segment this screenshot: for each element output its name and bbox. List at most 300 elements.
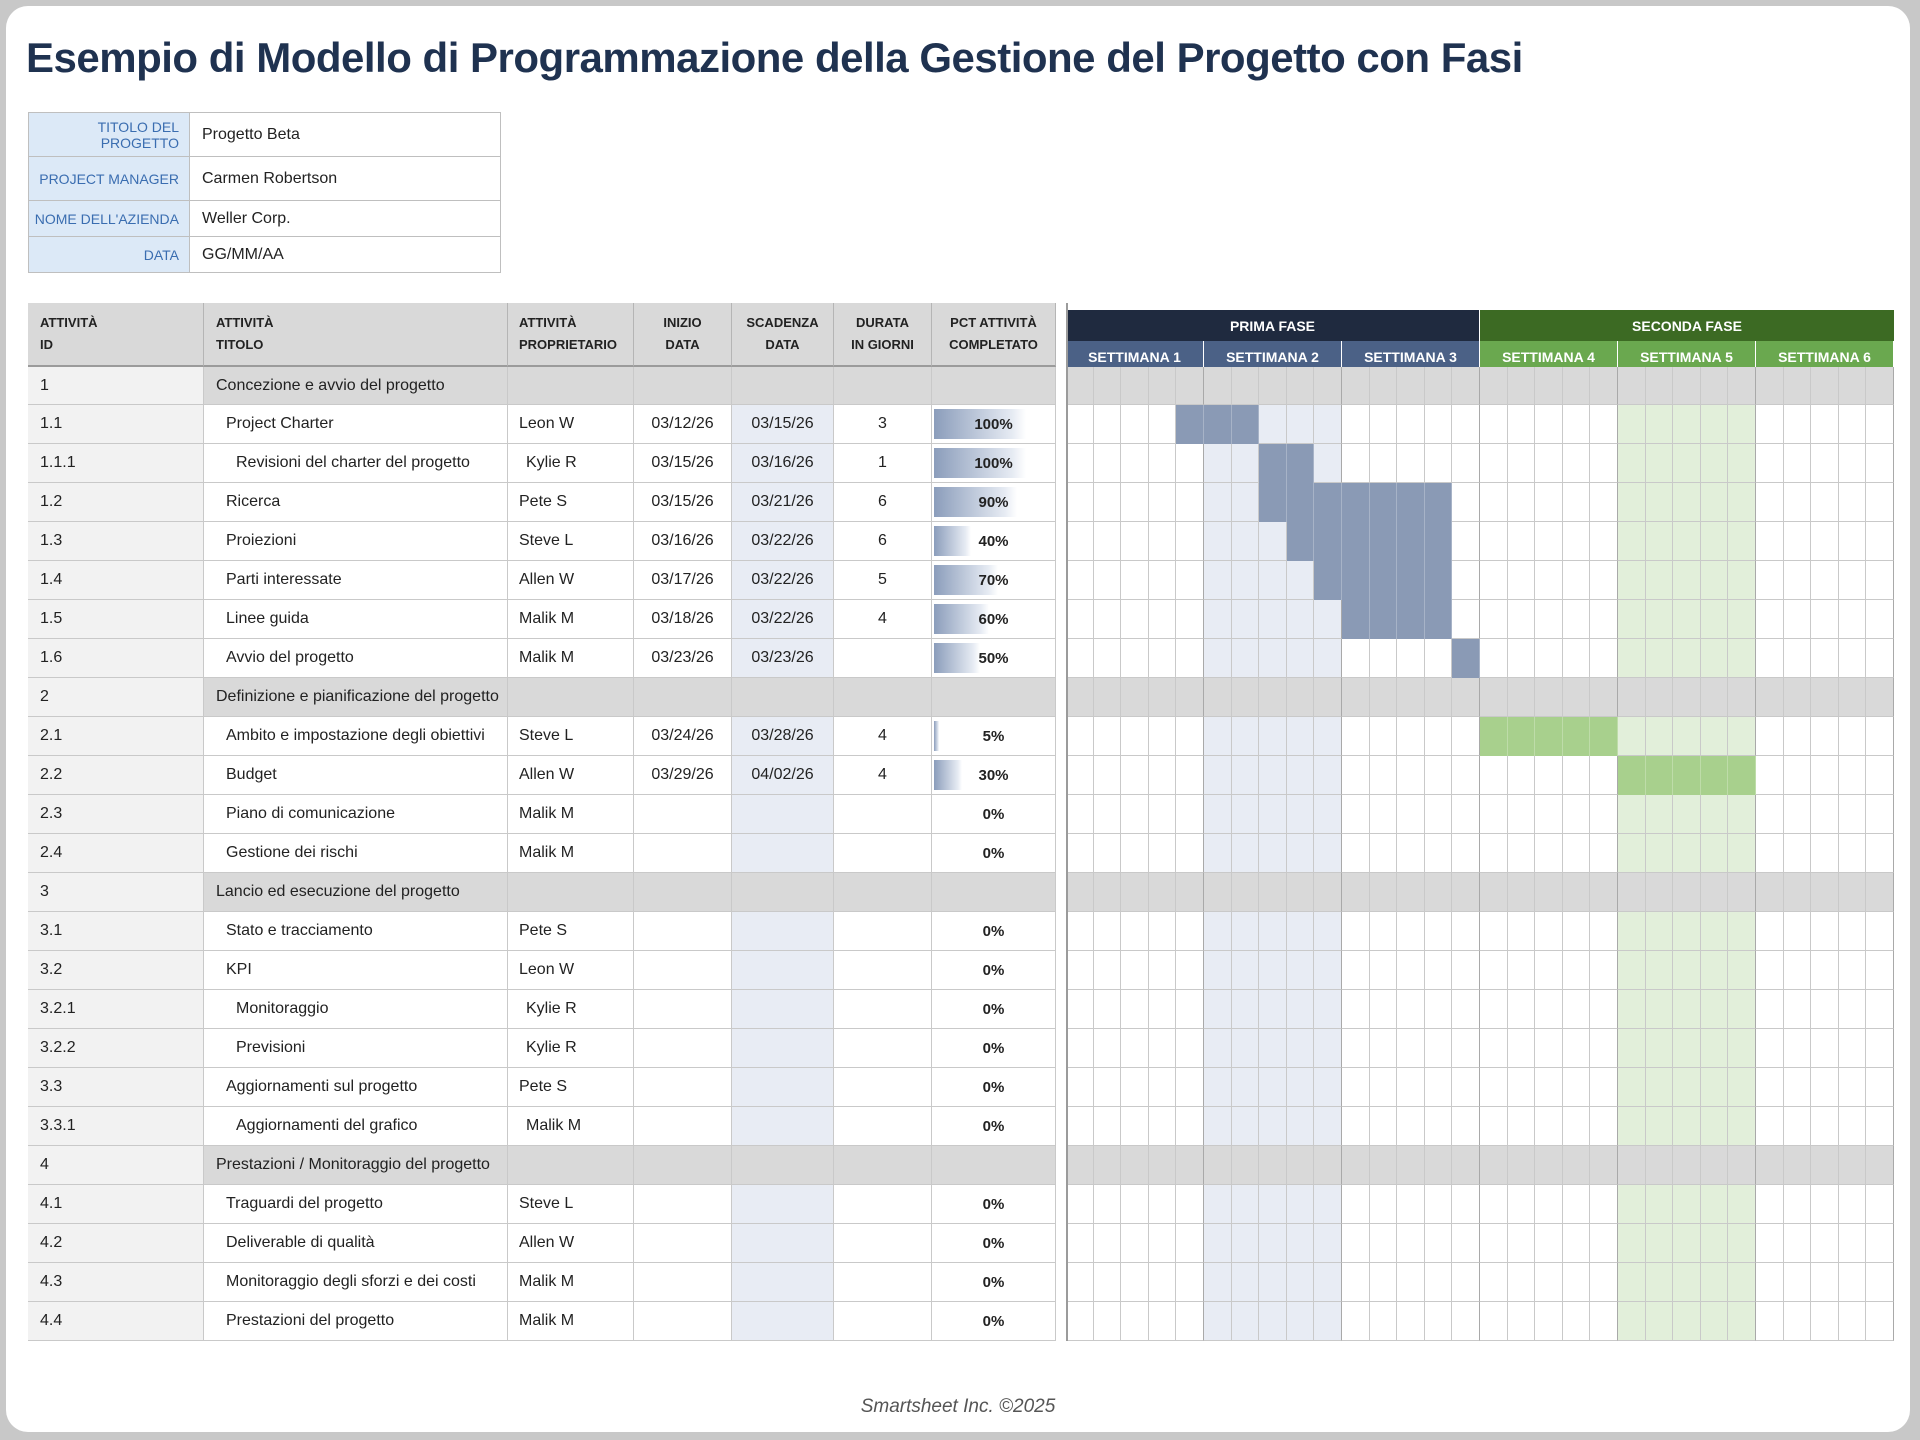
task-title[interactable]: Monitoraggio [204, 990, 508, 1029]
table-row[interactable] [28, 990, 1896, 1029]
task-id[interactable]: 2.2 [28, 756, 204, 795]
task-title[interactable]: Ricerca [204, 483, 508, 522]
task-title[interactable]: Prestazioni / Monitoraggio del progetto [204, 1146, 508, 1185]
gantt-day-cell [1866, 912, 1894, 951]
gantt-bar-segment[interactable] [1314, 483, 1342, 522]
task-pct-complete[interactable] [932, 600, 1056, 639]
gantt-bar-segment[interactable] [1204, 405, 1232, 444]
task-start-date[interactable]: 03/24/26 [634, 717, 732, 756]
info-value[interactable]: GG/MM/AA [190, 237, 501, 273]
task-id[interactable]: 1.4 [28, 561, 204, 600]
task-title[interactable]: Definizione e pianificazione del progetto [204, 678, 508, 717]
task-owner[interactable]: Allen W [508, 1224, 634, 1263]
gantt-bar-segment[interactable] [1287, 522, 1315, 561]
gantt-bar-segment[interactable] [1397, 561, 1425, 600]
gantt-day-cell [1149, 1302, 1177, 1341]
task-duration[interactable] [834, 678, 932, 717]
gantt-day-cell [1342, 367, 1370, 405]
gantt-bar-segment[interactable] [1342, 483, 1370, 522]
gantt-bar-segment[interactable] [1673, 756, 1701, 795]
task-pct-complete[interactable] [932, 1068, 1056, 1107]
task-pct-complete[interactable] [932, 795, 1056, 834]
gantt-bar-segment[interactable] [1342, 522, 1370, 561]
task-id[interactable]: 3 [28, 873, 204, 912]
task-title[interactable]: Monitoraggio degli sforzi e dei costi [204, 1263, 508, 1302]
task-start-date[interactable] [634, 912, 732, 951]
gantt-divider [1066, 600, 1068, 639]
task-title[interactable]: Aggiornamenti sul progetto [204, 1068, 508, 1107]
table-row[interactable] [28, 795, 1896, 834]
task-owner[interactable]: Steve L [508, 1185, 634, 1224]
gantt-bar-segment[interactable] [1452, 639, 1480, 678]
task-start-date[interactable]: 03/12/26 [634, 405, 732, 444]
table-row[interactable] [28, 834, 1896, 873]
table-row[interactable] [28, 444, 1896, 483]
task-pct-complete[interactable] [932, 756, 1056, 795]
task-start-date[interactable] [634, 1263, 732, 1302]
task-title[interactable]: Aggiornamenti del grafico [204, 1107, 508, 1146]
task-owner[interactable]: Malik M [508, 834, 634, 873]
task-owner[interactable]: Pete S [508, 1068, 634, 1107]
gantt-divider [1066, 639, 1068, 678]
gantt-row [1066, 717, 1896, 756]
task-owner[interactable]: Leon W [508, 951, 634, 990]
table-row[interactable] [28, 756, 1896, 795]
phase-row[interactable] [28, 367, 1896, 405]
gantt-bar-segment[interactable] [1370, 522, 1398, 561]
task-id[interactable]: 2.1 [28, 717, 204, 756]
task-due-date[interactable] [732, 951, 834, 990]
task-id[interactable]: 3.1 [28, 912, 204, 951]
task-pct-complete[interactable] [932, 951, 1056, 990]
task-due-date[interactable] [732, 1029, 834, 1068]
gantt-day-cell [1287, 912, 1315, 951]
task-owner[interactable] [508, 873, 634, 912]
info-value[interactable]: Carmen Robertson [190, 157, 501, 201]
table-row[interactable] [28, 1068, 1896, 1107]
task-owner[interactable]: Allen W [508, 756, 634, 795]
task-owner[interactable]: Malik M [508, 1107, 634, 1146]
task-owner[interactable]: Malik M [508, 1263, 634, 1302]
gantt-day-cell [1094, 795, 1122, 834]
task-start-date[interactable]: 03/23/26 [634, 639, 732, 678]
task-start-date[interactable] [634, 873, 732, 912]
task-owner[interactable]: Pete S [508, 483, 634, 522]
task-owner[interactable]: Steve L [508, 522, 634, 561]
task-owner[interactable]: Steve L [508, 717, 634, 756]
gantt-day-cell [1259, 951, 1287, 990]
gantt-bar-segment[interactable] [1259, 483, 1287, 522]
task-duration[interactable]: 6 [834, 522, 932, 561]
gantt-bar-segment[interactable] [1232, 405, 1260, 444]
task-owner[interactable] [508, 367, 634, 405]
task-duration[interactable] [834, 1146, 932, 1185]
task-id[interactable]: 4.1 [28, 1185, 204, 1224]
gantt-row [1066, 756, 1896, 795]
task-title[interactable]: Avvio del progetto [204, 639, 508, 678]
task-start-date[interactable] [634, 1302, 732, 1341]
task-pct-complete[interactable] [932, 522, 1056, 561]
task-duration[interactable] [834, 639, 932, 678]
task-duration[interactable] [834, 1029, 932, 1068]
task-id[interactable]: 3.2 [28, 951, 204, 990]
task-due-date[interactable] [732, 1068, 834, 1107]
task-id[interactable]: 4.4 [28, 1302, 204, 1341]
gantt-row [1066, 1146, 1896, 1185]
task-duration[interactable]: 3 [834, 405, 932, 444]
task-start-date[interactable]: 03/16/26 [634, 522, 732, 561]
task-title[interactable]: Piano di comunicazione [204, 795, 508, 834]
gantt-day-cell [1673, 367, 1701, 405]
task-start-date[interactable] [634, 834, 732, 873]
gantt-day-cell [1425, 1302, 1453, 1341]
task-owner[interactable]: Allen W [508, 561, 634, 600]
task-owner[interactable] [508, 1146, 634, 1185]
task-start-date[interactable] [634, 1185, 732, 1224]
task-due-date[interactable] [732, 912, 834, 951]
gantt-divider [1066, 951, 1068, 990]
task-pct-complete[interactable] [932, 1146, 1056, 1185]
gantt-day-cell [1701, 912, 1729, 951]
table-row[interactable] [28, 522, 1896, 561]
task-id[interactable]: 1.6 [28, 639, 204, 678]
gantt-day-cell [1149, 1185, 1177, 1224]
task-title[interactable]: Concezione e avvio del progetto [204, 367, 508, 405]
gantt-day-cell [1728, 717, 1756, 756]
gantt-bar-segment[interactable] [1425, 522, 1453, 561]
gantt-day-cell [1646, 1107, 1674, 1146]
task-pct-complete[interactable] [932, 1029, 1056, 1068]
task-duration[interactable] [834, 1185, 932, 1224]
task-pct-complete[interactable] [932, 1185, 1056, 1224]
phase-row[interactable] [28, 678, 1896, 717]
task-owner[interactable]: Kylie R [508, 1029, 634, 1068]
task-due-date[interactable] [732, 1107, 834, 1146]
task-pct-complete[interactable] [932, 1224, 1056, 1263]
gantt-day-cell [1176, 951, 1204, 990]
task-start-date[interactable] [634, 1029, 732, 1068]
task-duration[interactable]: 6 [834, 483, 932, 522]
task-duration[interactable]: 4 [834, 717, 932, 756]
task-title[interactable]: Project Charter [204, 405, 508, 444]
task-pct-complete[interactable] [932, 444, 1056, 483]
gantt-bar-segment[interactable] [1425, 600, 1453, 639]
gantt-bar-segment[interactable] [1314, 561, 1342, 600]
gantt-day-cell [1839, 1068, 1867, 1107]
task-pct-complete[interactable] [932, 717, 1056, 756]
table-row[interactable] [28, 1302, 1896, 1341]
task-duration[interactable]: 4 [834, 600, 932, 639]
task-pct-complete[interactable] [932, 367, 1056, 405]
gantt-bar-segment[interactable] [1425, 483, 1453, 522]
task-id[interactable]: 1.1.1 [28, 444, 204, 483]
gantt-bar-segment[interactable] [1508, 717, 1536, 756]
table-row[interactable] [28, 639, 1896, 678]
gantt-day-cell [1204, 912, 1232, 951]
task-id[interactable]: 4 [28, 1146, 204, 1185]
task-id[interactable]: 2.3 [28, 795, 204, 834]
table-row[interactable] [28, 600, 1896, 639]
task-title[interactable]: Prestazioni del progetto [204, 1302, 508, 1341]
gantt-bar-segment[interactable] [1701, 756, 1729, 795]
task-due-date[interactable]: 04/02/26 [732, 756, 834, 795]
task-owner[interactable]: Malik M [508, 600, 634, 639]
task-pct-complete[interactable] [932, 561, 1056, 600]
task-duration[interactable] [834, 912, 932, 951]
task-duration[interactable]: 5 [834, 561, 932, 600]
table-row[interactable] [28, 405, 1896, 444]
task-duration[interactable] [834, 1302, 932, 1341]
task-start-date[interactable]: 03/18/26 [634, 600, 732, 639]
phase-row[interactable] [28, 1146, 1896, 1185]
gantt-day-cell [1259, 1302, 1287, 1341]
task-owner[interactable]: Malik M [508, 795, 634, 834]
task-id[interactable]: 1 [28, 367, 204, 405]
task-due-date[interactable] [732, 990, 834, 1029]
gantt-day-cell [1066, 756, 1094, 795]
task-pct-complete[interactable] [932, 1263, 1056, 1302]
gantt-bar-segment[interactable] [1314, 522, 1342, 561]
task-duration[interactable] [834, 951, 932, 990]
task-pct-complete[interactable] [932, 483, 1056, 522]
table-row[interactable] [28, 1224, 1896, 1263]
task-start-date[interactable]: 03/15/26 [634, 483, 732, 522]
gantt-bar-segment[interactable] [1259, 444, 1287, 483]
task-title[interactable]: Lancio ed esecuzione del progetto [204, 873, 508, 912]
task-due-date[interactable] [732, 1224, 834, 1263]
task-duration[interactable] [834, 990, 932, 1029]
task-due-date[interactable] [732, 678, 834, 717]
task-duration[interactable] [834, 1263, 932, 1302]
gantt-bar-segment[interactable] [1425, 561, 1453, 600]
gantt-day-cell [1121, 951, 1149, 990]
task-due-date[interactable]: 03/28/26 [732, 717, 834, 756]
gantt-day-cell [1121, 1068, 1149, 1107]
task-id[interactable]: 3.3 [28, 1068, 204, 1107]
task-title[interactable]: Gestione dei rischi [204, 834, 508, 873]
task-title[interactable]: Proiezioni [204, 522, 508, 561]
gantt-bar-segment[interactable] [1287, 444, 1315, 483]
task-pct-complete[interactable] [932, 639, 1056, 678]
col-header-title: ATTIVITÀ TITOLO [204, 303, 508, 367]
table-row[interactable] [28, 1107, 1896, 1146]
task-duration[interactable] [834, 1107, 932, 1146]
gantt-day-cell [1066, 678, 1094, 717]
task-id[interactable]: 1.1 [28, 405, 204, 444]
task-id[interactable]: 1.5 [28, 600, 204, 639]
task-pct-complete[interactable] [932, 1302, 1056, 1341]
task-start-date[interactable]: 03/29/26 [634, 756, 732, 795]
task-start-date[interactable] [634, 795, 732, 834]
task-pct-complete[interactable] [932, 678, 1056, 717]
task-start-date[interactable] [634, 1224, 732, 1263]
gantt-bar-segment[interactable] [1370, 600, 1398, 639]
gantt-day-cell [1121, 1029, 1149, 1068]
task-due-date[interactable]: 03/16/26 [732, 444, 834, 483]
task-start-date[interactable] [634, 367, 732, 405]
task-title[interactable]: Linee guida [204, 600, 508, 639]
task-duration[interactable] [834, 1224, 932, 1263]
task-title[interactable]: Budget [204, 756, 508, 795]
gantt-bar-segment[interactable] [1618, 756, 1646, 795]
task-duration[interactable] [834, 367, 932, 405]
gantt-day-cell [1866, 1302, 1894, 1341]
task-duration[interactable]: 1 [834, 444, 932, 483]
gantt-day-cell [1535, 756, 1563, 795]
task-start-date[interactable] [634, 990, 732, 1029]
task-pct-complete[interactable] [932, 405, 1056, 444]
gantt-day-cell [1618, 717, 1646, 756]
task-start-date[interactable] [634, 1146, 732, 1185]
gantt-day-cell [1452, 405, 1480, 444]
task-title[interactable]: Deliverable di qualità [204, 1224, 508, 1263]
gantt-day-cell [1728, 795, 1756, 834]
gantt-day-cell [1563, 1263, 1591, 1302]
task-pct-complete[interactable] [932, 1107, 1056, 1146]
task-pct-complete[interactable] [932, 834, 1056, 873]
gantt-bar-segment[interactable] [1342, 600, 1370, 639]
gantt-day-cell [1590, 1107, 1618, 1146]
gantt-day-cell [1728, 639, 1756, 678]
task-owner[interactable] [508, 678, 634, 717]
task-start-date[interactable] [634, 678, 732, 717]
task-id[interactable]: 4.2 [28, 1224, 204, 1263]
task-title[interactable]: Ambito e impostazione degli obiettivi [204, 717, 508, 756]
task-id[interactable]: 2 [28, 678, 204, 717]
task-id[interactable]: 1.2 [28, 483, 204, 522]
gantt-day-cell [1121, 834, 1149, 873]
table-row[interactable] [28, 717, 1896, 756]
task-owner[interactable]: Malik M [508, 639, 634, 678]
task-due-date[interactable] [732, 367, 834, 405]
task-duration[interactable] [834, 834, 932, 873]
gantt-day-cell [1866, 756, 1894, 795]
task-due-date[interactable] [732, 1263, 834, 1302]
gantt-day-cell [1839, 600, 1867, 639]
task-title[interactable]: KPI [204, 951, 508, 990]
task-start-date[interactable] [634, 1107, 732, 1146]
task-start-date[interactable]: 03/17/26 [634, 561, 732, 600]
gantt-day-cell [1535, 678, 1563, 717]
gantt-day-cell [1673, 1224, 1701, 1263]
task-title[interactable]: Previsioni [204, 1029, 508, 1068]
task-id[interactable]: 3.2.1 [28, 990, 204, 1029]
task-due-date[interactable]: 03/22/26 [732, 561, 834, 600]
table-row[interactable] [28, 951, 1896, 990]
gantt-day-cell [1756, 795, 1784, 834]
task-id[interactable]: 2.4 [28, 834, 204, 873]
gantt-day-cell [1259, 522, 1287, 561]
gantt-bar-segment[interactable] [1535, 717, 1563, 756]
gantt-day-cell [1287, 717, 1315, 756]
gantt-bar-segment[interactable] [1590, 717, 1618, 756]
task-title[interactable]: Revisioni del charter del progetto [204, 444, 508, 483]
task-due-date[interactable] [732, 1302, 834, 1341]
task-due-date[interactable] [732, 795, 834, 834]
gantt-day-cell [1149, 1068, 1177, 1107]
gantt-bar-segment[interactable] [1397, 522, 1425, 561]
gantt-bar-segment[interactable] [1342, 561, 1370, 600]
info-value[interactable]: Progetto Beta [190, 113, 501, 157]
task-duration[interactable]: 4 [834, 756, 932, 795]
gantt-bar-segment[interactable] [1728, 756, 1756, 795]
gantt-day-cell [1728, 600, 1756, 639]
task-duration[interactable] [834, 795, 932, 834]
task-due-date[interactable] [732, 873, 834, 912]
task-due-date[interactable]: 03/22/26 [732, 600, 834, 639]
task-id[interactable]: 3.3.1 [28, 1107, 204, 1146]
task-pct-complete[interactable] [932, 990, 1056, 1029]
gantt-bar-segment[interactable] [1287, 483, 1315, 522]
task-due-date[interactable]: 03/23/26 [732, 639, 834, 678]
task-id[interactable]: 3.2.2 [28, 1029, 204, 1068]
gantt-divider [1066, 1302, 1068, 1341]
gantt-day-cell [1149, 483, 1177, 522]
task-title[interactable]: Stato e tracciamento [204, 912, 508, 951]
task-pct-complete[interactable] [932, 912, 1056, 951]
task-due-date[interactable] [732, 1146, 834, 1185]
task-owner[interactable]: Kylie R [508, 444, 634, 483]
task-start-date[interactable]: 03/15/26 [634, 444, 732, 483]
gantt-bar-segment[interactable] [1370, 561, 1398, 600]
gantt-day-cell [1866, 600, 1894, 639]
table-row[interactable] [28, 912, 1896, 951]
gantt-day-cell [1756, 1224, 1784, 1263]
task-owner[interactable]: Kylie R [508, 990, 634, 1029]
table-row[interactable] [28, 483, 1896, 522]
task-pct-complete[interactable] [932, 873, 1056, 912]
table-row[interactable] [28, 1263, 1896, 1302]
task-owner[interactable]: Pete S [508, 912, 634, 951]
gantt-bar-segment[interactable] [1397, 600, 1425, 639]
gantt-day-cell [1535, 483, 1563, 522]
gantt-day-cell [1646, 1029, 1674, 1068]
task-owner[interactable]: Malik M [508, 1302, 634, 1341]
gantt-bar-segment[interactable] [1370, 483, 1398, 522]
task-id[interactable]: 1.3 [28, 522, 204, 561]
gantt-bar-segment[interactable] [1176, 405, 1204, 444]
task-start-date[interactable] [634, 951, 732, 990]
gantt-bar-segment[interactable] [1397, 483, 1425, 522]
task-due-date[interactable] [732, 834, 834, 873]
gantt-day-cell [1784, 912, 1812, 951]
table-row[interactable] [28, 1029, 1896, 1068]
gantt-day-cell [1094, 1068, 1122, 1107]
task-owner[interactable]: Leon W [508, 405, 634, 444]
task-title[interactable]: Parti interessate [204, 561, 508, 600]
task-title[interactable]: Traguardi del progetto [204, 1185, 508, 1224]
gantt-bar-segment[interactable] [1646, 756, 1674, 795]
task-duration[interactable] [834, 1068, 932, 1107]
gantt-bar-segment[interactable] [1563, 717, 1591, 756]
task-duration[interactable] [834, 873, 932, 912]
gantt-day-cell [1508, 756, 1536, 795]
sheet [6, 6, 1910, 1432]
gantt-day-cell [1425, 444, 1453, 483]
table-row[interactable] [28, 1185, 1896, 1224]
task-due-date[interactable] [732, 1185, 834, 1224]
gantt-bar-segment[interactable] [1480, 717, 1508, 756]
task-due-date[interactable]: 03/22/26 [732, 522, 834, 561]
task-due-date[interactable]: 03/15/26 [732, 405, 834, 444]
task-start-date[interactable] [634, 1068, 732, 1107]
info-value[interactable]: Weller Corp. [190, 201, 501, 237]
gantt-day-cell [1287, 795, 1315, 834]
task-due-date[interactable]: 03/21/26 [732, 483, 834, 522]
table-row[interactable] [28, 561, 1896, 600]
task-id[interactable]: 4.3 [28, 1263, 204, 1302]
phase-row[interactable] [28, 873, 1896, 912]
